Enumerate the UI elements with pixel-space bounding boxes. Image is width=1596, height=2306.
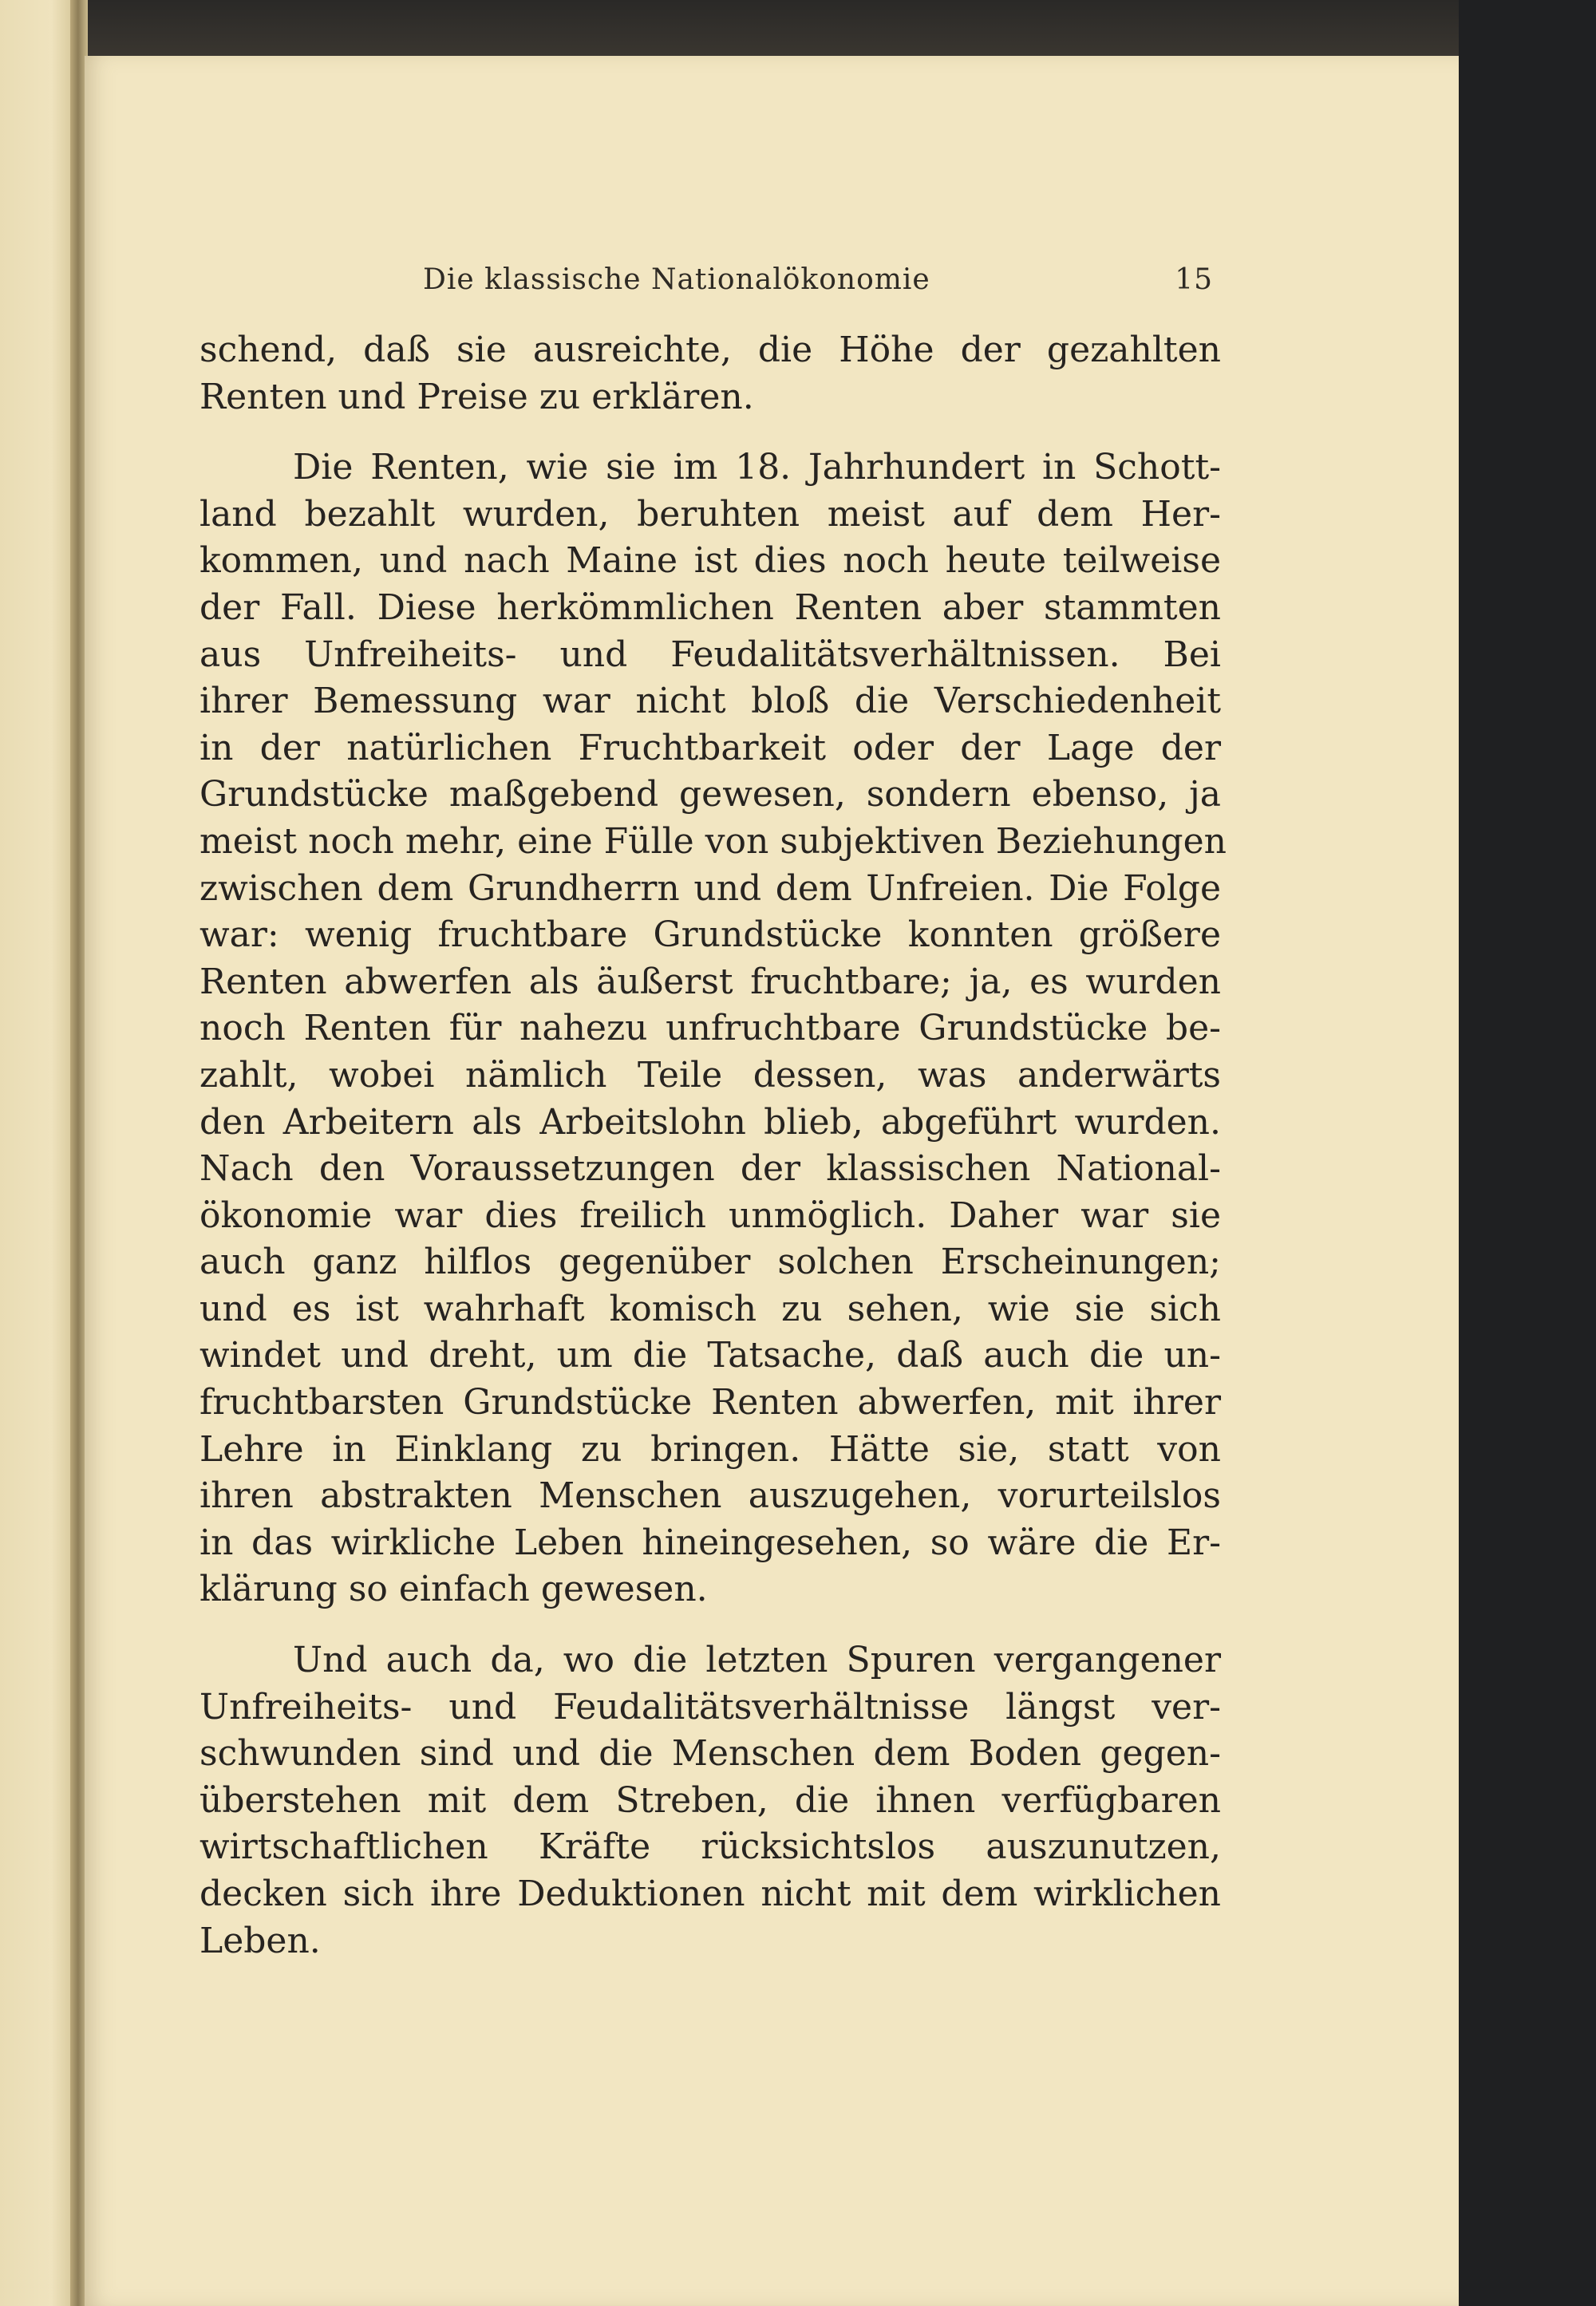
text-line: Und auch da, wo die letzten Spuren vergangener [293, 1640, 1221, 1681]
text-line: ökonomie war dies freilich unmöglich. Daher war sie [200, 1194, 1221, 1236]
text-line: wirtschaftlichen Kräfte rücksichtslos auszunutzen, [200, 1826, 1221, 1868]
text-line: kommen, und nach Maine ist dies noch heute teilweise [200, 540, 1221, 582]
paragraph [200, 327, 1221, 421]
text-line: fruchtbarsten Grundstücke Renten abwerfen, mit ihrer [200, 1382, 1221, 1423]
text-line: decken sich ihre Deduktionen nicht mit dem wirklichen [200, 1874, 1221, 1914]
text-line: in der natürlichen Fruchtbarkeit oder der Lage der [200, 727, 1221, 768]
text-line: Leben. [200, 1920, 321, 1961]
text-line: Renten und Preise zu erklären. [200, 376, 754, 417]
text-line: überstehen mit dem Streben, die ihnen verfügbaren [200, 1779, 1221, 1821]
text-line: in das wirkliche Leben hineingesehen, so wäre die Er- [200, 1522, 1221, 1563]
text-line: Renten abwerfen als äußerst fruchtbare; ja, es wurden [200, 961, 1221, 1002]
text-line: ihren abstrakten Menschen auszugehen, vorurteilslos [200, 1475, 1221, 1517]
text-line: ihrer Bemessung war nicht bloß die Verschiedenheit [200, 681, 1221, 722]
paragraph [200, 1637, 1221, 1964]
text-line: auch ganz hilflos gegenüber solchen Erscheinungen; [200, 1242, 1221, 1283]
text-line: Lehre in Einklang zu bringen. Hätte sie, statt von [200, 1428, 1221, 1470]
text-line: noch Renten für nahezu unfruchtbare Grundstücke be- [200, 1008, 1221, 1049]
page-number: 15 [1175, 263, 1213, 296]
previous-page-edge [0, 0, 73, 2306]
running-title: Die klassische Nationalökonomie [423, 263, 930, 296]
text-line: aus Unfreiheits- und Feudalitätsverhältnissen. Bei [200, 634, 1221, 675]
text-line: windet und dreht, um die Tatsache, daß auch die un- [200, 1335, 1221, 1376]
text-line: Unfreiheits- und Feudalitätsverhältnisse längst ver- [200, 1686, 1221, 1728]
text-line: Grundstücke maßgebend gewesen, sondern ebenso, ja [200, 774, 1221, 815]
paragraph [200, 444, 1227, 1613]
scanner-background-top [73, 0, 1596, 57]
scanner-background-right [1459, 0, 1596, 2306]
text-line: den Arbeitern als Arbeitslohn blieb, abgeführt wurden. [200, 1101, 1221, 1143]
text-line: der Fall. Diese herkömmlichen Renten aber stammten [200, 586, 1221, 628]
text-line: und es ist wahrhaft komisch zu sehen, wie sie sich [200, 1288, 1221, 1329]
text-line: schwunden sind und die Menschen dem Boden gegen- [200, 1733, 1221, 1775]
text-line: war: wenig fruchtbare Grundstücke konnten größere [200, 914, 1221, 956]
text-line: zwischen dem Grundherrn und dem Unfreien. Die Folge [200, 867, 1221, 909]
text-line: land bezahlt wurden, beruhten meist auf dem Her- [200, 493, 1221, 535]
text-line: zahlt, wobei nämlich Teile dessen, was anderwärts [200, 1054, 1221, 1096]
text-line: meist noch mehr, eine Fülle von subjektiven Beziehungen [200, 820, 1227, 862]
text-line: schend, daß sie ausreichte, die Höhe der gezahlten [200, 330, 1221, 370]
text-line: Nach den Voraussetzungen der klassischen National- [200, 1148, 1221, 1190]
text-line: Die Renten, wie sie im 18. Jahrhundert in Schott- [293, 447, 1221, 488]
body-text [200, 327, 1227, 1964]
text-line: klärung so einfach gewesen. [200, 1569, 708, 1610]
